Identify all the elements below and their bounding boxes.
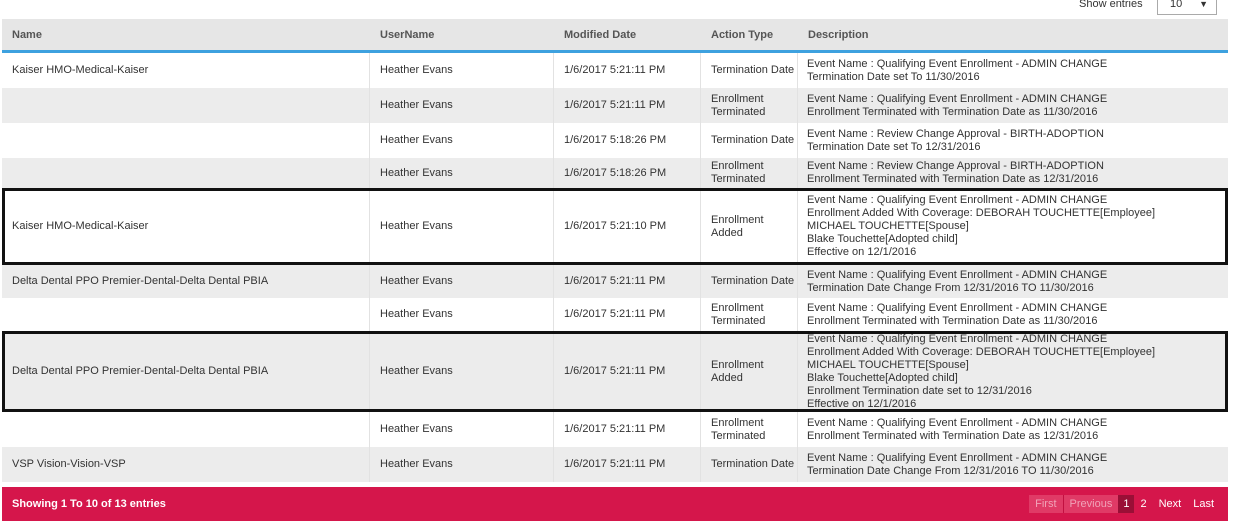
row-modified-date-cell-text: 1/6/2017 5:21:11 PM bbox=[564, 365, 666, 377]
row-description-cell-text: Event Name : Qualifying Event Enrollment - ADMIN CHANGE Termination Date set To 11/30/2016 bbox=[807, 57, 1108, 83]
row-name-cell-text: VSP Vision-Vision-VSP bbox=[12, 458, 126, 470]
row-name-cell bbox=[2, 265, 370, 298]
row-username-cell-text: Heather Evans bbox=[380, 134, 453, 146]
entries-per-page-value: 10 bbox=[1170, 0, 1183, 10]
row-username-cell bbox=[370, 53, 554, 88]
row-name-cell bbox=[2, 158, 370, 188]
entries-per-page-select[interactable] bbox=[1157, 0, 1217, 15]
row-action-type-cell bbox=[701, 88, 798, 123]
row-action-type-cell-text: Enrollment Terminated bbox=[711, 301, 766, 327]
row-description-cell bbox=[798, 412, 1228, 447]
row-modified-date-cell bbox=[554, 298, 701, 331]
row-action-type-cell bbox=[701, 53, 798, 88]
history-table bbox=[2, 19, 1228, 482]
row-action-type-cell bbox=[701, 298, 798, 331]
row-modified-date-cell-text: 1/6/2017 5:21:11 PM bbox=[564, 308, 666, 320]
row-description-cell-text: Event Name : Qualifying Event Enrollment - ADMIN CHANGE Enrollment Terminated with Termination Date as 12/31/2016 bbox=[807, 416, 1108, 442]
row-description-cell bbox=[798, 88, 1228, 123]
row-modified-date-cell bbox=[554, 158, 701, 188]
column-header-action-type[interactable]: Action Type bbox=[711, 29, 774, 41]
column-header-modified-date[interactable]: Modified Date bbox=[564, 29, 637, 41]
row-action-type-cell-text: Enrollment Terminated bbox=[711, 416, 766, 442]
table-row[interactable] bbox=[2, 188, 1228, 265]
table-row[interactable] bbox=[2, 447, 1228, 482]
row-action-type-cell-text: Enrollment Terminated bbox=[711, 92, 766, 118]
row-modified-date-cell-text: 1/6/2017 5:21:11 PM bbox=[564, 458, 666, 470]
row-username-cell-text: Heather Evans bbox=[380, 365, 453, 377]
pagination-page-2[interactable]: 2 bbox=[1140, 498, 1147, 510]
table-row[interactable] bbox=[2, 88, 1228, 123]
column-header-name[interactable]: Name bbox=[12, 29, 42, 41]
row-modified-date-cell bbox=[554, 331, 701, 412]
row-name-cell-text: Delta Dental PPO Premier-Dental-Delta Dental PBIA bbox=[12, 275, 269, 287]
row-username-cell-text: Heather Evans bbox=[380, 423, 453, 435]
pagination-page-1[interactable]: 1 bbox=[1118, 495, 1134, 513]
row-username-cell bbox=[370, 188, 554, 265]
row-action-type-cell bbox=[701, 188, 798, 265]
row-modified-date-cell bbox=[554, 188, 701, 265]
row-action-type-cell-text: Termination Date bbox=[711, 275, 795, 287]
row-modified-date-cell bbox=[554, 53, 701, 88]
row-modified-date-cell-text: 1/6/2017 5:21:11 PM bbox=[564, 64, 666, 76]
row-username-cell bbox=[370, 158, 554, 188]
table-row[interactable] bbox=[2, 331, 1228, 412]
row-action-type-cell bbox=[701, 412, 798, 447]
row-description-cell bbox=[798, 53, 1228, 88]
row-name-cell-text: Kaiser HMO-Medical-Kaiser bbox=[12, 220, 149, 232]
row-name-cell bbox=[2, 298, 370, 331]
row-description-cell bbox=[798, 158, 1228, 188]
row-name-cell bbox=[2, 53, 370, 88]
row-name-cell bbox=[2, 331, 370, 412]
row-name-cell-text: Kaiser HMO-Medical-Kaiser bbox=[12, 64, 149, 76]
table-row[interactable] bbox=[2, 412, 1228, 447]
row-description-cell-text: Event Name : Review Change Approval - BIRTH-ADOPTION Termination Date set To 12/31/2016 bbox=[807, 127, 1104, 153]
row-description-cell-text: Event Name : Qualifying Event Enrollment - ADMIN CHANGE Termination Date Change From 12/31/2016 TO 11/30/2016 bbox=[807, 451, 1108, 477]
row-description-cell bbox=[798, 331, 1228, 412]
column-header-description[interactable]: Description bbox=[808, 29, 869, 41]
row-username-cell bbox=[370, 298, 554, 331]
row-username-cell-text: Heather Evans bbox=[380, 458, 453, 470]
row-action-type-cell-text: Termination Date bbox=[711, 458, 795, 470]
row-name-cell bbox=[2, 123, 370, 158]
row-action-type-cell bbox=[701, 331, 798, 412]
row-modified-date-cell-text: 1/6/2017 5:18:26 PM bbox=[564, 166, 667, 179]
row-description-cell-text: Event Name : Qualifying Event Enrollment - ADMIN CHANGE Enrollment Terminated with Termination Date as 11/30/2016 bbox=[807, 92, 1108, 118]
show-entries-label: Show entries bbox=[1079, 0, 1143, 10]
row-action-type-cell-text: Enrollment Terminated bbox=[711, 160, 766, 185]
row-description-cell-text: Event Name : Qualifying Event Enrollment - ADMIN CHANGE Enrollment Added With Coverage: DEBORAH TOUCHETTE[Employee] MICHAEL TOUCHETTE[Spouse] Blake Touchette[Adopted child] Effective on 12/1/2016 bbox=[807, 194, 1156, 258]
row-username-cell-text: Heather Evans bbox=[380, 275, 453, 287]
pagination-first[interactable]: First bbox=[1029, 495, 1062, 513]
row-action-type-cell-text: Termination Date bbox=[711, 64, 795, 76]
row-description-cell bbox=[798, 188, 1228, 265]
pagination bbox=[1029, 495, 1220, 513]
row-action-type-cell-text: Termination Date bbox=[711, 134, 795, 146]
row-modified-date-cell-text: 1/6/2017 5:21:10 PM bbox=[564, 220, 667, 232]
table-controls bbox=[0, 0, 1233, 17]
table-header bbox=[2, 19, 1228, 53]
row-username-cell bbox=[370, 412, 554, 447]
row-modified-date-cell bbox=[554, 412, 701, 447]
row-modified-date-cell bbox=[554, 447, 701, 482]
table-footer bbox=[2, 487, 1228, 521]
row-username-cell bbox=[370, 88, 554, 123]
row-name-cell bbox=[2, 88, 370, 123]
row-modified-date-cell-text: 1/6/2017 5:21:11 PM bbox=[564, 275, 666, 287]
row-username-cell bbox=[370, 265, 554, 298]
row-name-cell bbox=[2, 412, 370, 447]
table-row[interactable] bbox=[2, 123, 1228, 158]
row-action-type-cell-text: Enrollment Added bbox=[711, 358, 764, 384]
row-username-cell-text: Heather Evans bbox=[380, 220, 453, 232]
table-row[interactable] bbox=[2, 158, 1228, 188]
table-row[interactable] bbox=[2, 265, 1228, 298]
row-action-type-cell bbox=[701, 158, 798, 188]
row-username-cell-text: Heather Evans bbox=[380, 99, 453, 111]
row-description-cell bbox=[798, 447, 1228, 482]
pagination-next[interactable]: Next bbox=[1158, 498, 1182, 510]
row-description-cell bbox=[798, 298, 1228, 331]
row-description-cell-text: Event Name : Qualifying Event Enrollment - ADMIN CHANGE Termination Date Change From 12/31/2016 TO 11/30/2016 bbox=[807, 268, 1108, 294]
row-action-type-cell bbox=[701, 265, 798, 298]
row-modified-date-cell bbox=[554, 88, 701, 123]
table-row[interactable] bbox=[2, 298, 1228, 331]
pagination-last[interactable]: Last bbox=[1193, 498, 1214, 510]
row-description-cell bbox=[798, 265, 1228, 298]
row-name-cell-text: Delta Dental PPO Premier-Dental-Delta Dental PBIA bbox=[12, 365, 269, 377]
entries-info: Showing 1 To 10 of 13 entries bbox=[12, 498, 166, 510]
row-username-cell-text: Heather Evans bbox=[380, 308, 453, 320]
row-name-cell bbox=[2, 188, 370, 265]
row-modified-date-cell-text: 1/6/2017 5:21:11 PM bbox=[564, 99, 666, 111]
pagination-previous[interactable]: Previous bbox=[1063, 495, 1119, 513]
table-row[interactable] bbox=[2, 53, 1228, 88]
row-modified-date-cell-text: 1/6/2017 5:18:26 PM bbox=[564, 134, 667, 146]
row-action-type-cell bbox=[701, 123, 798, 158]
chevron-down-icon: ▼ bbox=[1199, 0, 1208, 9]
table-body bbox=[2, 53, 1228, 482]
row-username-cell-text: Heather Evans bbox=[380, 64, 453, 76]
row-action-type-cell bbox=[701, 447, 798, 482]
row-description-cell-text: Event Name : Qualifying Event Enrollment - ADMIN CHANGE Enrollment Added With Coverage: DEBORAH TOUCHETTE[Employee] MICHAEL TOUCHETTE[Spouse] Blake Touchette[Adopted child] Enrollment Termination date set to 12/31/2016 Effective on 12/1/2016 bbox=[807, 332, 1156, 410]
row-modified-date-cell-text: 1/6/2017 5:21:11 PM bbox=[564, 423, 666, 435]
row-action-type-cell-text: Enrollment Added bbox=[711, 213, 764, 239]
row-description-cell-text: Event Name : Review Change Approval - BIRTH-ADOPTION Enrollment Terminated with Termination Date as 12/31/2016 bbox=[807, 160, 1104, 185]
row-username-cell bbox=[370, 331, 554, 412]
column-header-username[interactable]: UserName bbox=[380, 29, 435, 41]
row-description-cell bbox=[798, 123, 1228, 158]
row-modified-date-cell bbox=[554, 123, 701, 158]
row-username-cell bbox=[370, 123, 554, 158]
row-name-cell bbox=[2, 447, 370, 482]
row-description-cell-text: Event Name : Qualifying Event Enrollment - ADMIN CHANGE Enrollment Terminated with Termination Date as 11/30/2016 bbox=[807, 301, 1108, 327]
row-username-cell bbox=[370, 447, 554, 482]
row-modified-date-cell bbox=[554, 265, 701, 298]
row-username-cell-text: Heather Evans bbox=[380, 166, 453, 179]
